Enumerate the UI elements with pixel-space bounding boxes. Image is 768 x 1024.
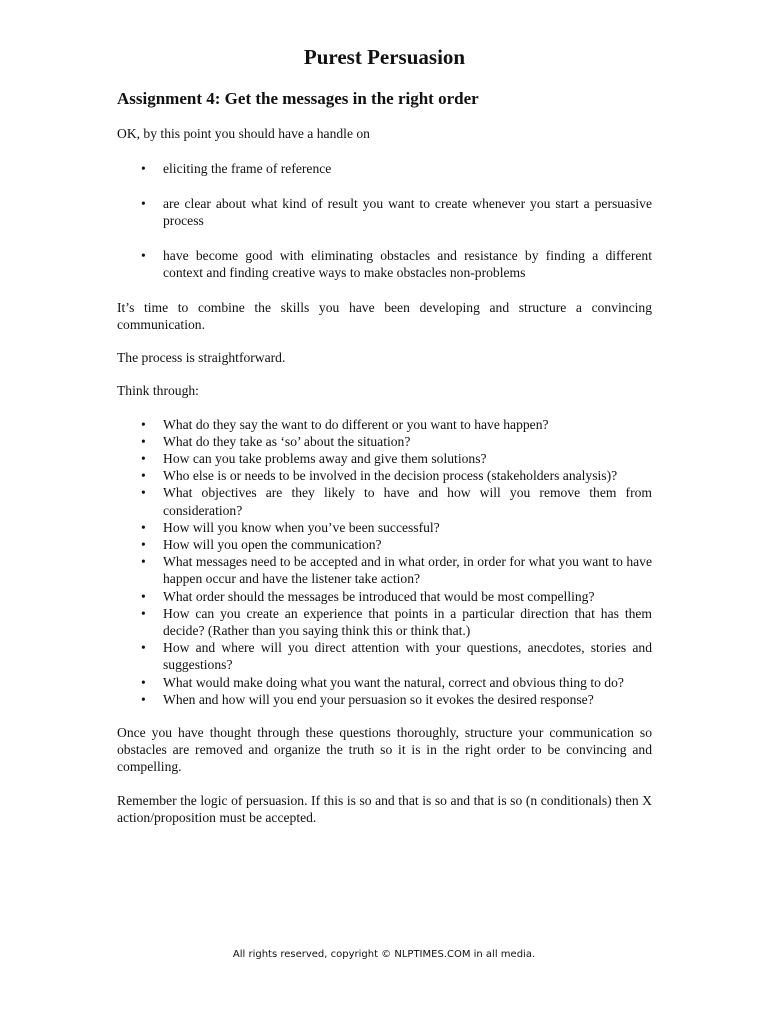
document-title: Purest Persuasion (303, 45, 466, 69)
bullet-icon: • (141, 519, 146, 535)
list-item (117, 553, 652, 587)
list-item-text: How can you create an experience that points in a particular direction that has them decide? (Rather than you saying think this or think that.) (163, 605, 652, 638)
list-item-text: What do they say the want to do different or you want to have happen? (163, 416, 549, 432)
list-item-text: Who else is or needs to be involved in the decision process (stakeholders analysis)? (163, 468, 618, 484)
list-item (117, 195, 652, 229)
list-item (117, 605, 652, 639)
list-item (117, 639, 652, 673)
list-item-text: What objectives are they likely to have and how will you remove them from consideration? (163, 485, 652, 518)
once-paragraph: Once you have thought through these questions thoroughly, structure your communication so obstacles are removed and organize the truth so it is in the right order to be convincing and compelling. (117, 724, 652, 775)
list-item (117, 433, 652, 450)
bullet-icon: • (141, 416, 146, 432)
bullet-icon: • (141, 247, 146, 263)
bullet-icon: • (141, 691, 146, 707)
handle-list (117, 160, 652, 281)
list-item-text: What would make doing what you want the natural, correct and obvious thing to do? (163, 674, 624, 690)
list-item-text: How will you open the communication? (163, 536, 382, 552)
copyright-footer: All rights reserved, copyright © NLPTIMES.COM in all media. (232, 949, 536, 960)
bullet-icon: • (141, 640, 146, 656)
list-item (117, 588, 652, 605)
list-item (117, 467, 652, 484)
bullet-icon: • (141, 674, 146, 690)
remember-paragraph: Remember the logic of persuasion. If this is so and that is so and that is so (n conditionals) then X action/proposition must be accepted. (117, 792, 652, 825)
list-item-text: When and how will you end your persuasion so it evokes the desired response? (163, 691, 594, 707)
list-item (117, 450, 652, 467)
list-item-text: What order should the messages be introduced that would be most compelling? (163, 588, 595, 604)
list-item-text: eliciting the frame of reference (163, 161, 332, 177)
bullet-icon: • (141, 468, 146, 484)
list-item (117, 484, 652, 518)
bullet-icon: • (141, 485, 146, 501)
document-body (117, 125, 652, 842)
bullet-icon: • (141, 536, 146, 552)
list-item (117, 674, 652, 691)
list-item (117, 160, 652, 177)
list-item-text: are clear about what kind of result you want to create whenever you start a persuasive process (163, 195, 652, 229)
list-item (117, 691, 652, 708)
assignment-heading: Assignment 4: Get the messages in the right order (117, 89, 479, 108)
think-through-paragraph: Think through: (117, 383, 199, 399)
bullet-icon: • (141, 588, 146, 604)
list-item-text: What do they take as ‘so’ about the situation? (163, 433, 411, 449)
list-item (117, 536, 652, 553)
list-item-text: How can you take problems away and give them solutions? (163, 450, 487, 466)
bullet-icon: • (141, 605, 146, 621)
bullet-icon: • (141, 554, 146, 570)
bullet-icon: • (141, 161, 146, 177)
process-paragraph: The process is straightforward. (117, 350, 286, 366)
bullet-icon: • (141, 195, 146, 211)
list-item (117, 416, 652, 433)
list-item (117, 519, 652, 536)
questions-list (117, 416, 652, 708)
combine-paragraph: It’s time to combine the skills you have been developing and structure a convincing communication. (117, 299, 652, 332)
list-item-text: have become good with eliminating obstacles and resistance by finding a different context and finding creative ways to make obstacles non-problems (163, 247, 652, 281)
intro-paragraph: OK, by this point you should have a handle on (117, 126, 370, 141)
bullet-icon: • (141, 433, 146, 449)
list-item (117, 247, 652, 281)
list-item-text: What messages need to be accepted and in what order, in order for what you want to have happen occur and have the listener take action? (163, 554, 652, 587)
list-item-text: How will you know when you’ve been successful? (163, 519, 440, 535)
bullet-icon: • (141, 450, 146, 466)
list-item-text: How and where will you direct attention with your questions, anecdotes, stories and suggestions? (163, 640, 652, 673)
